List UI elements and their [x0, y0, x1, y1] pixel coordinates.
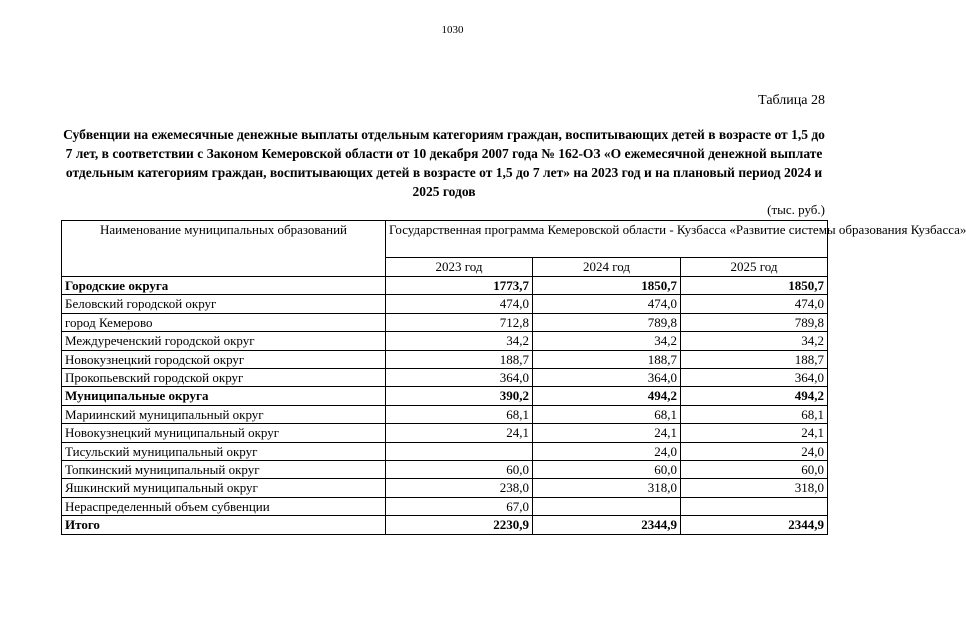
value-2023-cell: 390,2 [386, 387, 533, 405]
value-2024-cell: 1850,7 [533, 277, 681, 295]
value-2025-cell: 2344,9 [681, 516, 828, 534]
value-2024-cell: 474,0 [533, 295, 681, 313]
table-row [62, 295, 828, 313]
subsidy-table [61, 220, 966, 535]
value-2023-cell: 67,0 [386, 497, 533, 515]
value-2023-cell: 24,1 [386, 424, 533, 442]
table-row [62, 516, 828, 534]
name-column-header: Наименование муниципальных образований [62, 221, 386, 277]
row-name-cell: Топкинский муниципальный округ [62, 461, 386, 479]
value-2025-cell: 318,0 [681, 479, 828, 497]
row-name-cell: Новокузнецкий муниципальный округ [62, 424, 386, 442]
value-2024-cell: 789,8 [533, 313, 681, 331]
value-2025-cell: 68,1 [681, 405, 828, 423]
value-2023-cell: 60,0 [386, 461, 533, 479]
value-2024-cell: 188,7 [533, 350, 681, 368]
row-name-cell: Муниципальные округа [62, 387, 386, 405]
value-2024-cell: 318,0 [533, 479, 681, 497]
document-title: Субвенции на ежемесячные денежные выплаты отдельным категориям граждан, воспитывающих детей в возрасте от 1,5 до 7 лет, в соответствии с Законом Кемеровской области от 10 декабря 2007 года № 162-ОЗ «О ежемесячной денежной выплате отдельным категориям граждан, воспитывающих детей в возрасте от 1,5 до 7 лет» на 2023 год и на плановый период 2024 и 2025 годов [63, 127, 825, 199]
table-header-row [62, 221, 828, 258]
year-header-2023: 2023 год [386, 257, 533, 276]
table-row [62, 442, 828, 460]
value-2023-cell: 2230,9 [386, 516, 533, 534]
table-row [62, 497, 828, 515]
table-label: Таблица 28 [758, 93, 825, 108]
value-2025-cell: 789,8 [681, 313, 828, 331]
value-2023-cell: 238,0 [386, 479, 533, 497]
row-name-cell: Беловский городской округ [62, 295, 386, 313]
value-2024-cell: 60,0 [533, 461, 681, 479]
year-header-2024: 2024 год [533, 257, 681, 276]
row-name-cell: Междуреченский городской округ [62, 332, 386, 350]
row-name-cell: Городские округа [62, 277, 386, 295]
value-2023-cell: 1773,7 [386, 277, 533, 295]
table-row [62, 277, 828, 295]
value-2025-cell: 60,0 [681, 461, 828, 479]
value-2023-cell: 712,8 [386, 313, 533, 331]
table-row [62, 332, 828, 350]
value-2024-cell [533, 497, 681, 515]
row-name-cell: Яшкинский муниципальный округ [62, 479, 386, 497]
value-2025-cell: 1850,7 [681, 277, 828, 295]
table-row [62, 479, 828, 497]
units-label: (тыс. руб.) [767, 202, 825, 217]
value-2023-cell: 188,7 [386, 350, 533, 368]
table-row [62, 424, 828, 442]
value-2025-cell: 474,0 [681, 295, 828, 313]
value-2023-cell: 364,0 [386, 369, 533, 387]
table-row [62, 369, 828, 387]
value-2025-cell: 188,7 [681, 350, 828, 368]
year-header-2025: 2025 год [681, 257, 828, 276]
program-column-header: Государственная программа Кемеровской области - Кузбасса «Развитие системы образования Кузбасса» [386, 221, 828, 258]
value-2024-cell: 494,2 [533, 387, 681, 405]
table-row [62, 387, 828, 405]
table-row [62, 461, 828, 479]
value-2023-cell [386, 442, 533, 460]
value-2025-cell: 494,2 [681, 387, 828, 405]
value-2024-cell: 2344,9 [533, 516, 681, 534]
row-name-cell: Мариинский муниципальный округ [62, 405, 386, 423]
table-body [62, 277, 828, 535]
row-name-cell: Итого [62, 516, 386, 534]
value-2024-cell: 364,0 [533, 369, 681, 387]
value-2023-cell: 68,1 [386, 405, 533, 423]
value-2025-cell: 34,2 [681, 332, 828, 350]
value-2025-cell: 24,1 [681, 424, 828, 442]
value-2023-cell: 34,2 [386, 332, 533, 350]
table-row [62, 350, 828, 368]
value-2024-cell: 24,1 [533, 424, 681, 442]
page-number: 1030 [441, 24, 464, 36]
value-2025-cell: 24,0 [681, 442, 828, 460]
row-name-cell: Новокузнецкий городской округ [62, 350, 386, 368]
row-name-cell: Нераспределенный объем субвенции [62, 497, 386, 515]
row-name-cell: Прокопьевский городской округ [62, 369, 386, 387]
value-2024-cell: 24,0 [533, 442, 681, 460]
row-name-cell: город Кемерово [62, 313, 386, 331]
row-name-cell: Тисульский муниципальный округ [62, 442, 386, 460]
value-2025-cell: 364,0 [681, 369, 828, 387]
table-row [62, 313, 828, 331]
table-row [62, 405, 828, 423]
value-2024-cell: 34,2 [533, 332, 681, 350]
value-2023-cell: 474,0 [386, 295, 533, 313]
value-2025-cell [681, 497, 828, 515]
value-2024-cell: 68,1 [533, 405, 681, 423]
